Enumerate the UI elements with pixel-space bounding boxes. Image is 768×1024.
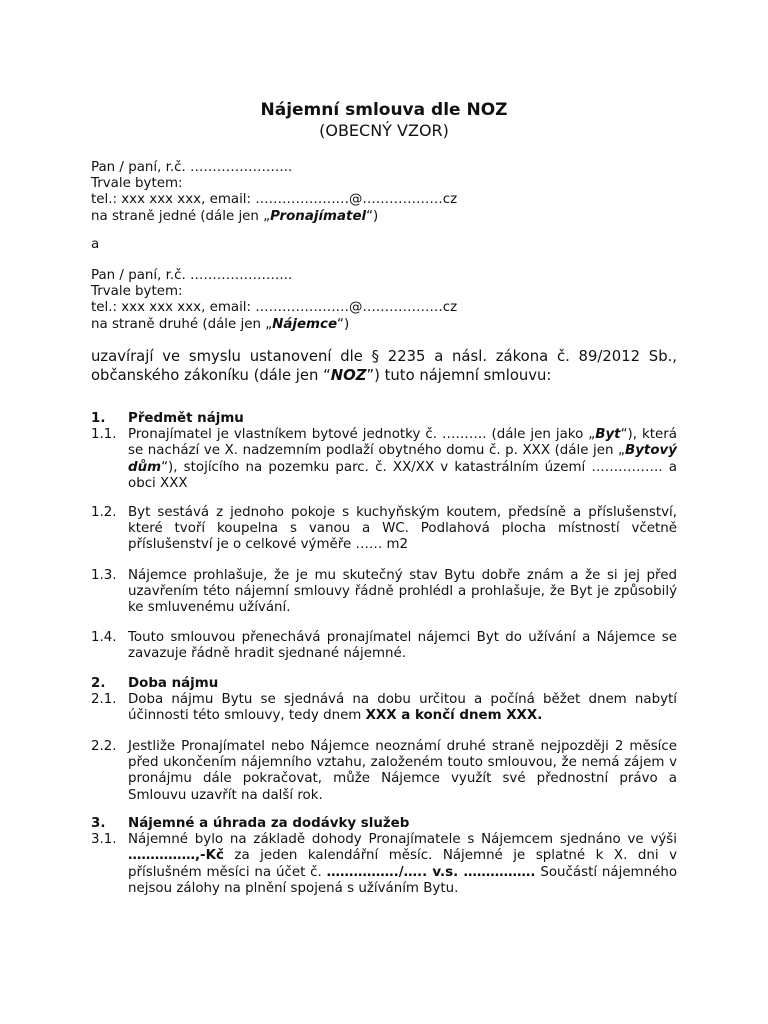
clause-text-part: za jeden kalendářní měsíc. Nájemné je splatné k X. dni v příslušném měsíci na účet č. xyxy=(128,848,677,880)
section-number: 1. xyxy=(91,411,106,426)
intro-suffix: ”) tuto nájemní smlouvu: xyxy=(366,367,552,384)
party-tenant-address: Trvale bytem: xyxy=(91,284,183,300)
designation-suffix: “) xyxy=(337,316,350,332)
section-number: 3. xyxy=(91,816,106,831)
party-tenant-name: Pan / paní, r.č. ………………….. xyxy=(91,268,293,283)
clause-emphasis: XXX a končí dnem XXX. xyxy=(365,708,543,724)
party-landlord-address: Trvale bytem: xyxy=(91,176,183,192)
clause-1-2 xyxy=(91,505,677,554)
clause-number: 2.1. xyxy=(91,692,117,708)
document-title: Nájemní smlouva dle NOZ xyxy=(260,100,508,120)
section-heading xyxy=(91,676,677,692)
clause-text-part: “), která se nachází ve X. nadzemním podlaží obytného domu č. p. XXX (dále jen „ xyxy=(128,427,677,459)
defined-term: Bytový dům xyxy=(128,443,677,475)
designation-prefix: na straně jedné (dále jen „ xyxy=(91,208,271,224)
designation-suffix: “) xyxy=(366,208,379,224)
designation-term: Nájemce xyxy=(272,316,338,332)
clause-text xyxy=(128,427,677,492)
clause-number: 1.1. xyxy=(91,427,117,443)
party-tenant-designation xyxy=(91,317,681,333)
section-number: 2. xyxy=(91,676,106,691)
party-separator: a xyxy=(91,237,100,252)
clause-text: Nájemce prohlašuje, že je mu skutečný stav Bytu dobře znám a že si jej před uzavřením této nájemní smlouvy řádně prohlédl a prohlašuje, že Byt je způsobilý ke smluvenému užívání. xyxy=(128,568,677,616)
section-heading xyxy=(91,816,677,832)
clause-text xyxy=(128,832,677,897)
section-title: Předmět nájmu xyxy=(128,411,244,426)
clause-emphasis: ……………,-Kč xyxy=(128,848,224,864)
clause-number: 1.3. xyxy=(91,568,117,583)
clause-2-1 xyxy=(91,692,677,724)
party-landlord-designation xyxy=(91,209,681,225)
clause-2-2 xyxy=(91,739,677,804)
clause-text-part: Pronajímatel je vlastníkem bytové jednotky č. ………. (dále jen jako „ xyxy=(128,427,596,443)
party-tenant-contact: tel.: xxx xxx xxx, email: …………………@………………cz xyxy=(91,300,458,316)
clause-1-4 xyxy=(91,630,677,662)
party-landlord-contact: tel.: xxx xxx xxx, email: …………………@………………cz xyxy=(91,192,458,208)
party-tenant xyxy=(91,268,681,333)
clause-emphasis: ……………./….. v.s. ……………. xyxy=(326,864,536,880)
intro-prefix: uzavírají ve smyslu ustanovení dle § 2235 a násl. zákona č. 89/2012 Sb., občanského zákoníku (dále jen “ xyxy=(91,348,677,384)
clause-number: 1.2. xyxy=(91,505,117,520)
clause-1-1 xyxy=(91,427,677,492)
section-rent xyxy=(91,816,677,897)
clause-3-1 xyxy=(91,832,677,897)
section-duration xyxy=(91,676,677,725)
defined-term: Byt xyxy=(595,427,621,443)
clause-1-3 xyxy=(91,568,677,617)
clause-number: 2.2. xyxy=(91,739,117,754)
clause-text xyxy=(128,692,677,724)
clause-text-part: Doba nájmu Bytu se sjednává na dobu určitou a počíná běžet dnem nabytí účinnosti této smlouvy, tedy dnem xyxy=(128,692,677,724)
clause-text-part: Součástí nájemného nejsou zálohy na plnění spojená s užíváním Bytu. xyxy=(128,864,678,896)
clause-text: Jestliže Pronajímatel nebo Nájemce neoznámí druhé straně nejpozději 2 měsíce před ukončením nájemního vztahu, založeném touto smlouvou, že nemá zájem v pronájmu dále pokračovat, může Nájemce využít své přednostní právo a Smlouvu uzavřít na další rok. xyxy=(128,739,677,803)
intro-term: NOZ xyxy=(330,367,367,384)
party-landlord xyxy=(91,160,681,225)
section-subject xyxy=(91,411,677,492)
section-title: Nájemné a úhrada za dodávky služeb xyxy=(128,816,410,831)
clause-number: 1.4. xyxy=(91,630,117,645)
document-subtitle: (OBECNÝ VZOR) xyxy=(319,121,449,140)
clause-text: Touto smlouvou přenechává pronajímatel nájemci Byt do užívání a Nájemce se zavazuje řádně hradit sjednané nájemné. xyxy=(128,630,677,662)
designation-term: Pronajímatel xyxy=(270,208,367,224)
section-title: Doba nájmu xyxy=(128,676,219,691)
clause-text: Byt sestává z jednoho pokoje s kuchyňským koutem, předsíně a příslušenství, které tvoří koupelna s vanou a WC. Podlahová plocha místností včetně příslušenství je o celkové výměře …… m2 xyxy=(128,505,677,553)
party-landlord-name: Pan / paní, r.č. ………………….. xyxy=(91,160,293,175)
clause-text-part: “), stojícího na pozemku parc. č. XX/XX v katastrálním území ……………. a obci XXX xyxy=(128,459,677,491)
designation-prefix: na straně druhé (dále jen „ xyxy=(91,316,273,332)
clause-text-part: Nájemné bylo na základě dohody Pronajímatele s Nájemcem sjednáno ve výši xyxy=(128,832,677,848)
section-heading xyxy=(91,411,677,427)
clause-number: 3.1. xyxy=(91,832,117,848)
contract-intro xyxy=(91,347,677,385)
